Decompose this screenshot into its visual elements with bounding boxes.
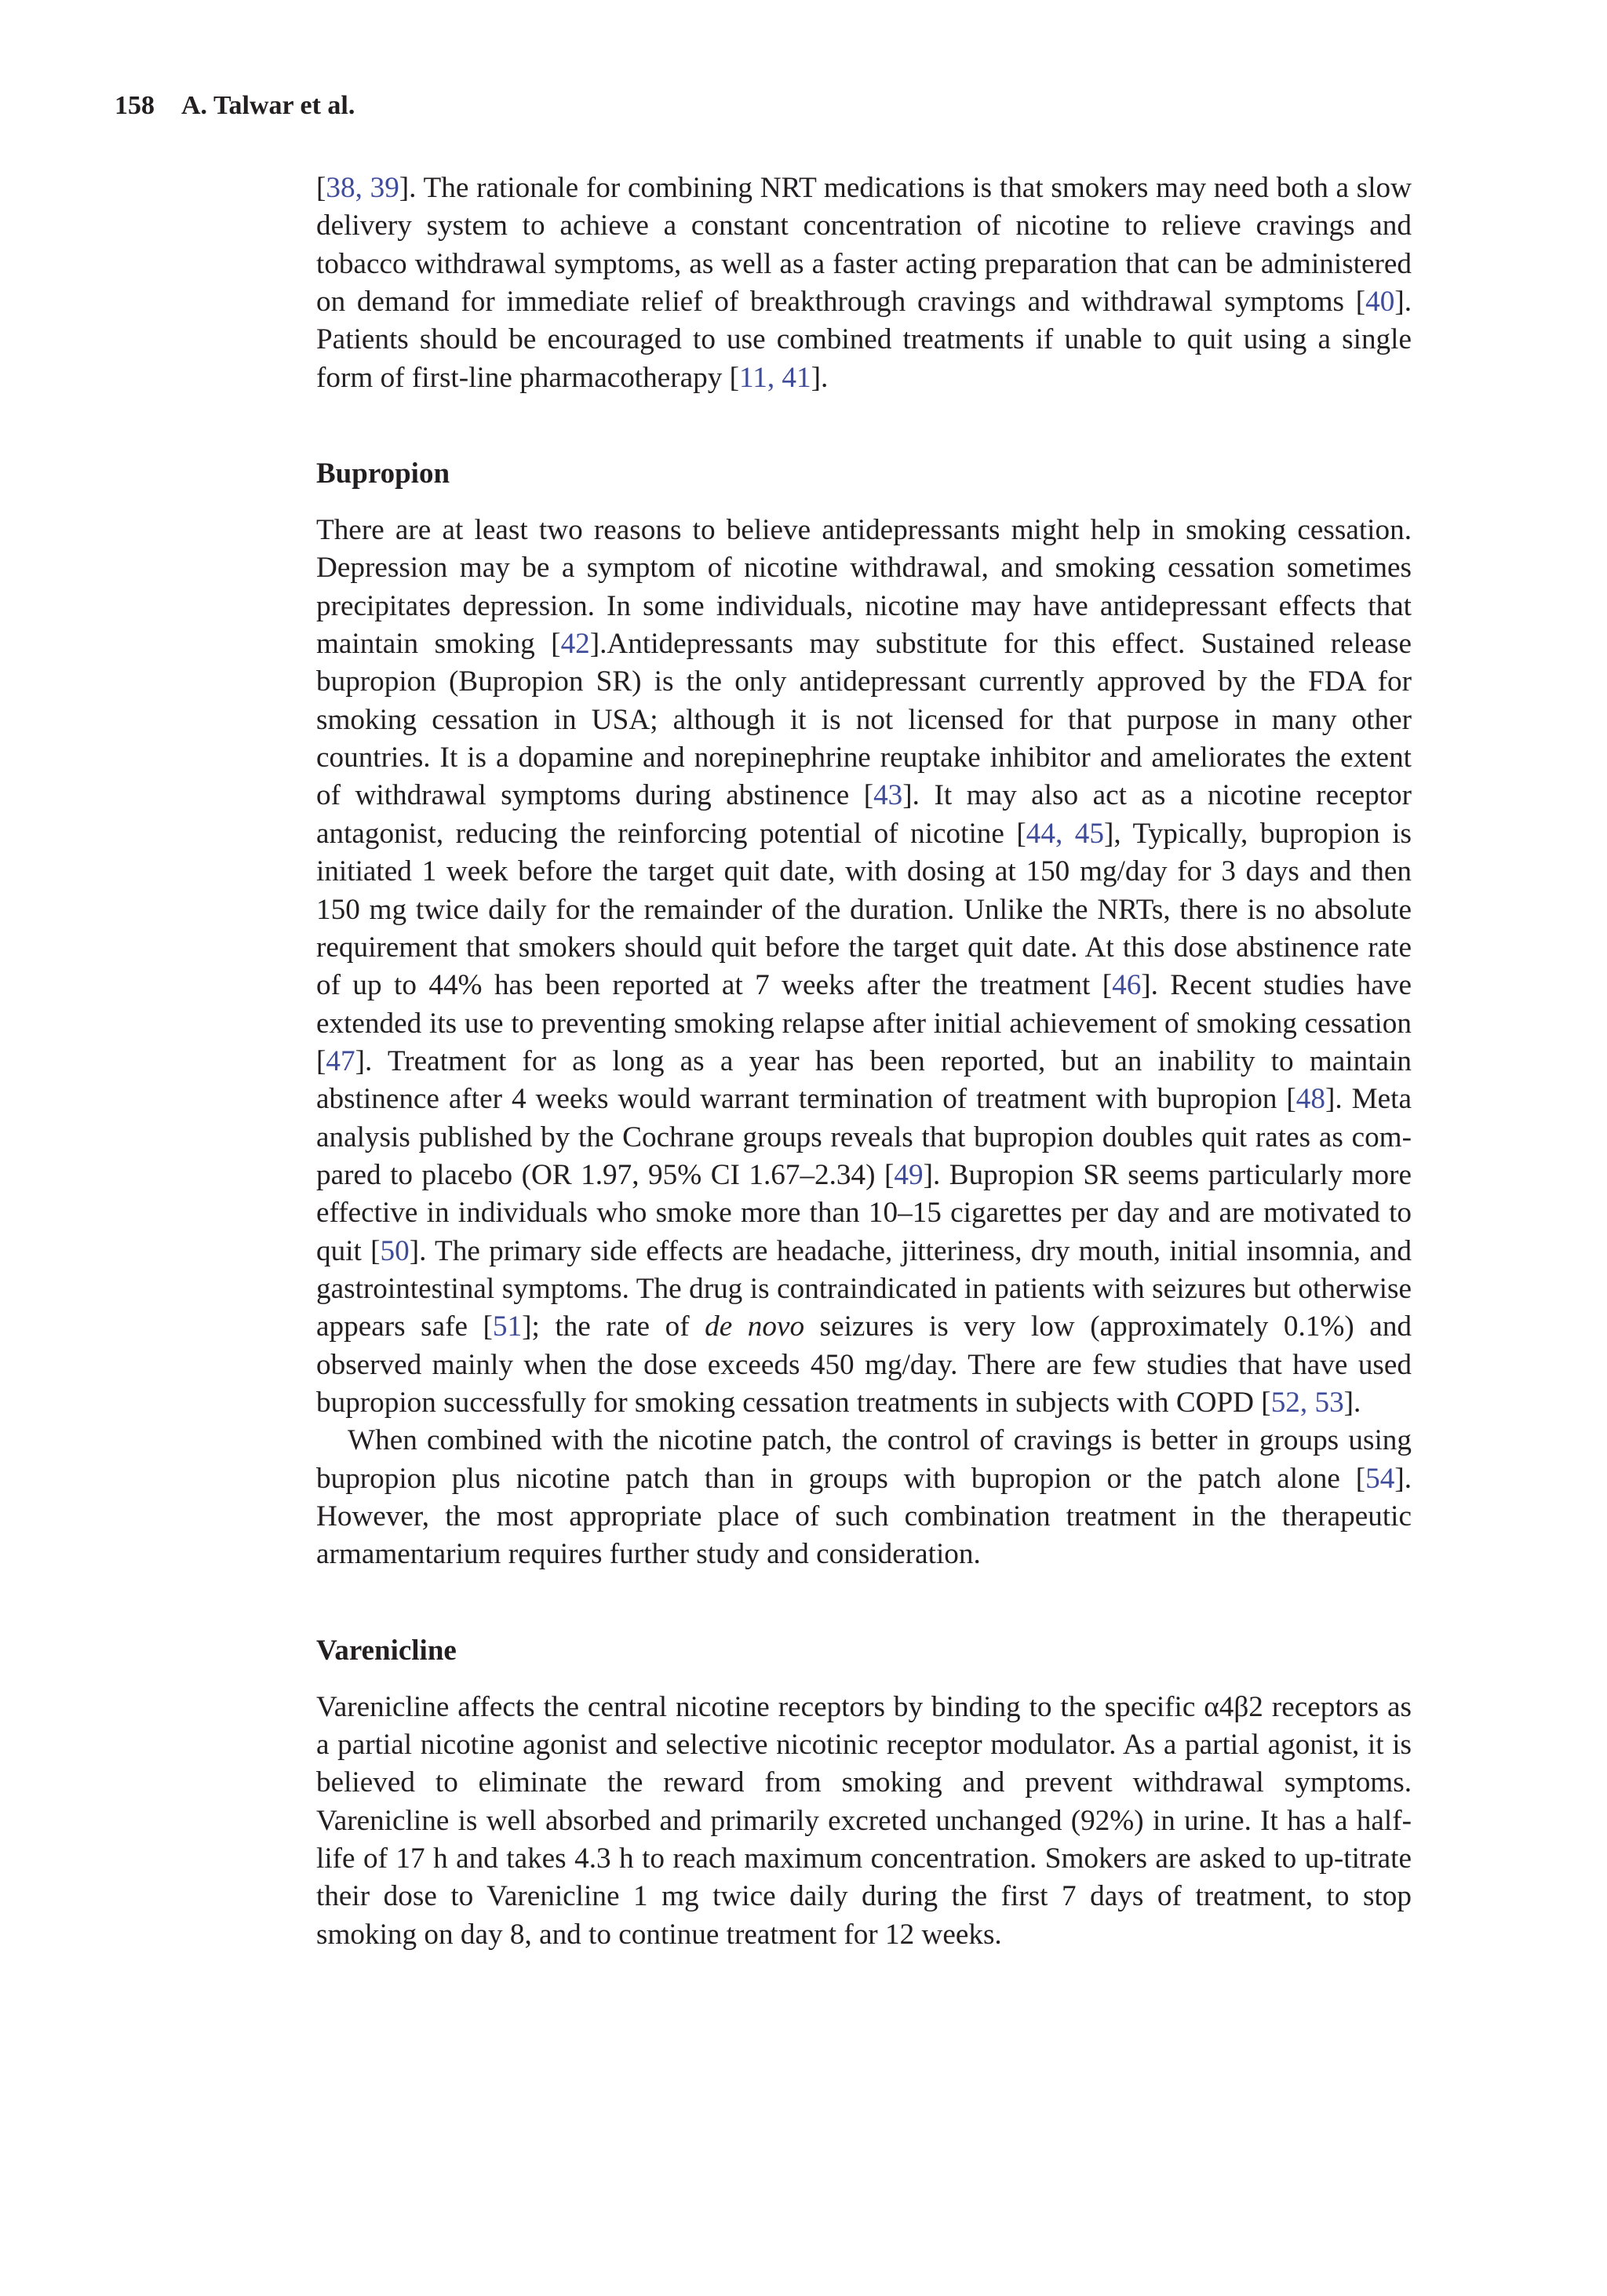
citation-link[interactable]: 43 bbox=[873, 779, 903, 812]
citation-link[interactable]: 51 bbox=[492, 1310, 523, 1343]
text-run: ]. Bupropion SR seems particularly more effective in individuals who smoke more than 10–15 cigarettes per day and are motivated to quit [ bbox=[316, 1158, 1412, 1267]
paragraph-nrt-combination bbox=[316, 169, 1412, 397]
section-heading-varenicline: Varenicline bbox=[316, 1634, 457, 1667]
paragraph-bupropion-combination bbox=[316, 1422, 1412, 1573]
citation-link[interactable]: 52, 53 bbox=[1270, 1386, 1344, 1419]
text-run: ]. Meta analysis published by the Cochrane groups reveals that bupropion doubles quit rates as compared to placebo (OR 1.97, 95% CI 1.67–2.34) [ bbox=[316, 1083, 1412, 1191]
citation-link[interactable]: 47 bbox=[326, 1044, 355, 1077]
spacer bbox=[316, 1574, 1412, 1632]
citation-link[interactable]: 38, 39 bbox=[326, 172, 399, 204]
italic-term: de novo bbox=[705, 1310, 805, 1343]
text-run: Varenicline affects the central nicotine receptors by binding to the specific α4β2 receptors as a partial nicotine agonist and selective nicotinic receptor modulator. As a partial agonist, it is believed to eliminate the reward from smoking and prevent withdrawal symptoms. Varenicline is well absorbed and primarily excreted unchanged (92%) in urine. It has a half-life of 17 h and takes 4.3 h to reach maximum concentration. Smokers are asked to up-titrate their dose to Varenicline 1 mg twice daily during the first 7 days of treatment, to stop smoking on day 8, and to continue treatment for 12 weeks. bbox=[316, 1690, 1412, 1951]
citation-link[interactable]: 40 bbox=[1365, 286, 1395, 319]
text-run: When combined with the nicotine patch, the control of cravings is better in groups using bupropion plus nicotine patch than in groups with bupropion or the patch alone [ bbox=[316, 1424, 1412, 1495]
page-body bbox=[316, 169, 1412, 1954]
paragraph-varenicline bbox=[316, 1689, 1412, 1954]
running-head-authors: A. Talwar et al. bbox=[181, 91, 355, 120]
citation-link[interactable]: 50 bbox=[380, 1234, 410, 1267]
text-run: ]. The rationale for combining NRT medications is that smokers may need both a slow delivery system to achieve a constant concentration of nicotine to relieve cravings and tobacco withdrawal symptoms, as well as a faster acting preparation that can be administered on demand for immediate relief of breakthrough cravings and withdrawal symptoms [ bbox=[316, 172, 1412, 319]
text-run: ].Antidepressants may substitute for this effect. Sustained release bupropion (Bupropion SR) is the only antidepressant currently approved by the FDA for smoking cessation in USA; although it is not licensed for that purpose in many other countries. It is a dopamine and norepinephrine reuptake inhibitor and ameliorates the extent of withdrawal symptoms during abstinence [ bbox=[316, 628, 1412, 812]
text-run: ]. However, the most appropriate place of such combination treatment in the therapeutic armamentarium requires further study and consideration. bbox=[316, 1462, 1412, 1571]
running-head bbox=[115, 93, 355, 119]
text-run: [ bbox=[316, 172, 326, 204]
citation-link[interactable]: 44, 45 bbox=[1026, 817, 1104, 850]
citation-link[interactable]: 46 bbox=[1112, 969, 1142, 1002]
citation-link[interactable]: 54 bbox=[1365, 1462, 1395, 1495]
paragraph-bupropion bbox=[316, 512, 1412, 1422]
citation-link[interactable]: 49 bbox=[894, 1158, 924, 1191]
page-number: 158 bbox=[115, 91, 155, 120]
text-run: ]. bbox=[811, 361, 829, 394]
text-run: ]. bbox=[1343, 1386, 1361, 1419]
citation-link[interactable]: 11, 41 bbox=[739, 361, 811, 394]
text-run: seizures is very low (approximately 0.1%) and observed mainly when the dose exceeds 450 mg/day. There are few studies that have used bupropion successfully for smoking cessation treatments in subjects with COPD [ bbox=[316, 1310, 1412, 1419]
text-run: ], Typically, bupropion is initiated 1 week before the target quit date, with dosing at 150 mg/day for 3 days and then 150 mg twice daily for the remainder of the duration. Unlike the NRTs, there is no absolute requirement that smokers should quit before the target quit date. At this dose abstinence rate of up to 44% has been reported at 7 weeks after the treatment [ bbox=[316, 817, 1412, 1002]
spacer bbox=[316, 493, 1412, 512]
spacer bbox=[316, 397, 1412, 455]
text-run: ]; the rate of bbox=[522, 1310, 705, 1343]
text-run: ]. Treatment for as long as a year has been reported, but an inability to maintain abstinence after 4 weeks would warrant termination of treatment with bupropion [ bbox=[316, 1044, 1412, 1116]
spacer bbox=[316, 1670, 1412, 1689]
section-heading-bupropion: Bupropion bbox=[316, 457, 450, 490]
text-run: ]. Recent studies have extended its use to preventing smoking relapse after initial achievement of smoking cessation [ bbox=[316, 969, 1412, 1077]
text-run: ]. Patients should be encouraged to use combined treatments if unable to quit using a single form of first-line pharmacotherapy [ bbox=[316, 286, 1412, 394]
text-run: ]. It may also act as a nicotine receptor antagonist, reducing the reinforcing potential of nicotine [ bbox=[316, 779, 1412, 850]
text-run: ]. The primary side effects are headache, jitteriness, dry mouth, initial insomnia, and gastrointestinal symptoms. The drug is contraindicated in patients with seizures but otherwise appears safe [ bbox=[316, 1234, 1412, 1343]
text-run: There are at least two reasons to believe antidepressants might help in smoking cessation. Depression may be a symptom of nicotine withdrawal, and smoking cessation sometimes precipitates depression. In some individuals, nicotine may have antidepressant effects that maintain smoking [ bbox=[316, 514, 1412, 661]
citation-link[interactable]: 48 bbox=[1295, 1083, 1325, 1116]
citation-link[interactable]: 42 bbox=[560, 628, 590, 661]
